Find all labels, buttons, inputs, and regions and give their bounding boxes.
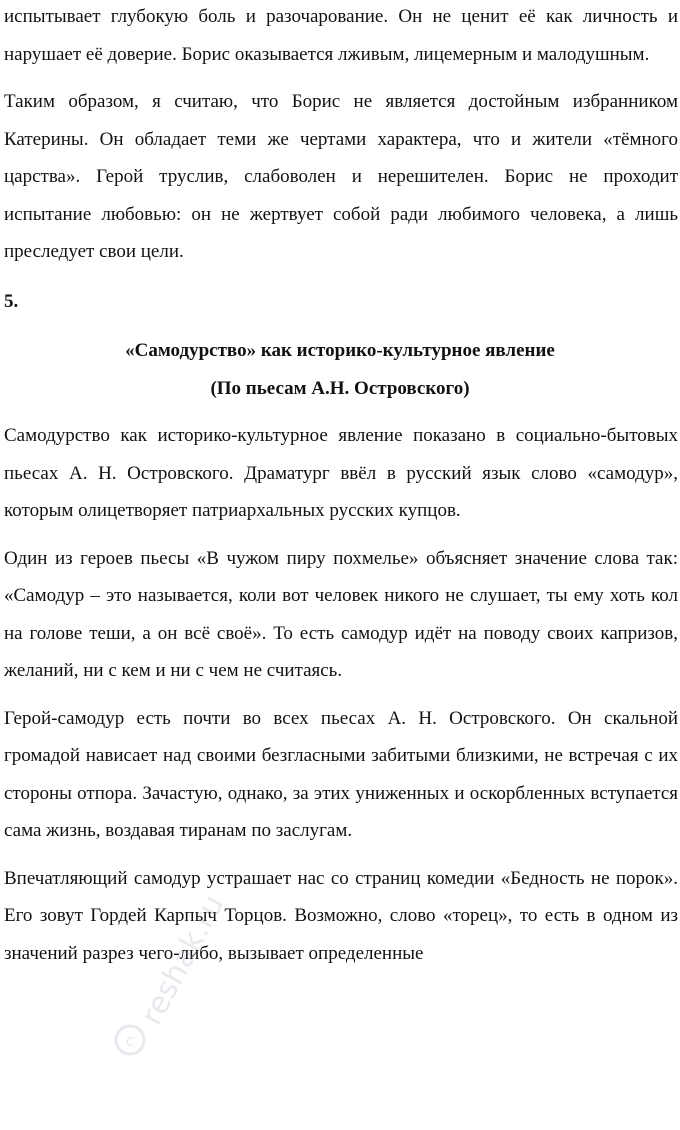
paragraph-body-3: Герой-самодур есть почти во всех пьесах А. Н. Островского. Он скальной громадой нависает над своими безгласными забитыми близкими, не встречая с их стороны отпора. Зачастую, однако, за этих униженных и оскорбленных вступается сама жизнь, воздавая тиранам по заслугам. — [4, 707, 678, 841]
copyright-symbol: c — [125, 1031, 135, 1050]
watermark-text: reshak.ru — [134, 889, 232, 1031]
paragraph-top-2: Таким образом, я считаю, что Борис не является достойным избранником Катерины. Он обладает теми же чертами характера, что и жители «тёмного царства». Герой труслив, слабоволен и нерешителен. Борис не проходит испытание любовью: он не жертвует собой ради любимого человека, а лишь преследует свои цели. — [4, 91, 678, 262]
paragraph-body-2: Один из героев пьесы «В чужом пиру похмелье» объясняет значение слова так: «Самодур – это называется, коли вот человек никого не слушает, ты ему хоть кол на голове теши, а он всё своё». То есть самодур идёт на поводу своих капризов, желаний, ни с кем и ни с чем не считаясь. — [4, 547, 678, 681]
title-line-2: (По пьесам А.Н. Островского) — [210, 377, 470, 399]
title-line-1: «Самодурство» как историко-культурное явление — [125, 340, 555, 361]
paragraph-body-4: Впечатляющий самодур устрашает нас со страниц комедии «Бедность не порок». Его зовут Гордей Карпыч Торцов. Возможно, слово «торец», то есть в одном из значений разрез чего-либо, вызывает определенные — [4, 867, 678, 964]
paragraph-body-1: Самодурство как историко-культурное явление показано в социально-бытовых пьесах А. Н. Островского. Драматург ввёл в русский язык слово «самодур», которым олицетворяет патриархальных русских купцов. — [4, 425, 678, 521]
paragraph-top-1: испытывает глубокую боль и разочарование. Он не ценит её как личность и нарушает её доверие. Борис оказывается лживым, лицемерным и малодушным. — [4, 6, 678, 65]
section-number: 5. — [4, 290, 19, 312]
section-title — [0, 332, 680, 407]
